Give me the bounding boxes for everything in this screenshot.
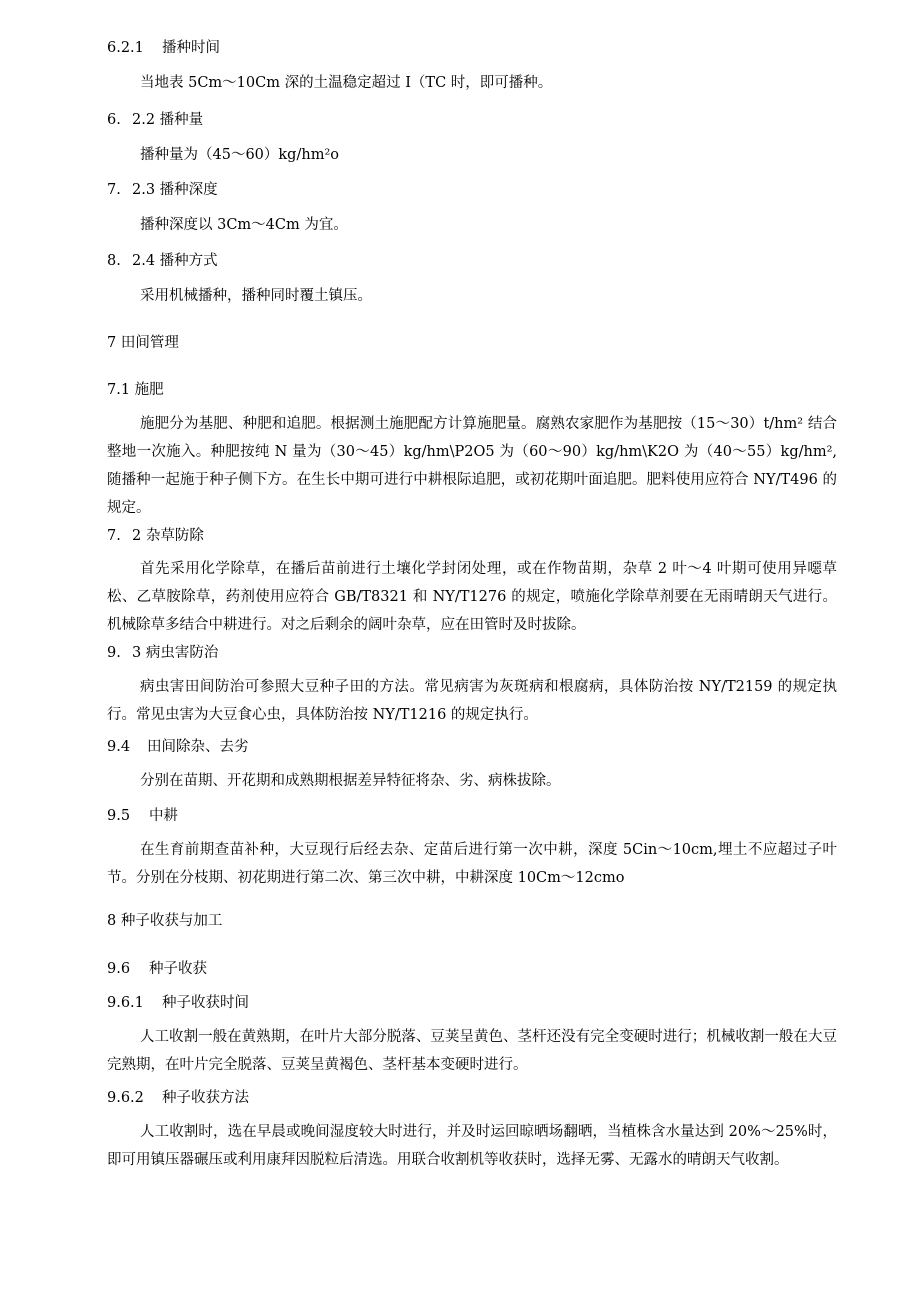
heading-6-2-2 bbox=[107, 110, 203, 131]
paragraph-9-4: 分别在苗期、开花期和成熟期根据差异特征将杂、劣、病株拔除。 bbox=[140, 773, 561, 789]
heading-7-1: 7.1 施肥 bbox=[107, 382, 164, 398]
section-number: 9.6.1 bbox=[107, 995, 144, 1011]
heading-9-6-2 bbox=[107, 1088, 249, 1109]
section-number: 6. bbox=[107, 112, 121, 128]
section-title: 种子收获 bbox=[149, 961, 207, 977]
section-title: 2 杂草防除 bbox=[132, 528, 204, 544]
paragraph-7-1: 施肥分为基肥、种肥和追肥。根据测土施肥配方计算施肥量。腐熟农家肥作为基肥按（15～30）t/hm² 结合整地一次施入。种肥按纯 N 量为（30～45）kg/hm\P2O5 为（60～90）kg/hm\K2O 为（40～55）kg/hm²,随播种一起施于种子侧下方。在生长中期可进行中耕根际追肥，或初花期叶面追肥。肥料使用应符合 NY/T496 的规定。 bbox=[107, 416, 837, 516]
section-title: 种子收获时间 bbox=[162, 995, 249, 1011]
section-title: 2.3 播种深度 bbox=[132, 182, 218, 198]
paragraph-6-2-2: 播种量为（45～60）kg/hm²o bbox=[140, 147, 339, 163]
section-number: 9.6 bbox=[107, 961, 131, 977]
heading-7-3 bbox=[107, 643, 218, 664]
section-title: 田间除杂、去劣 bbox=[147, 739, 249, 755]
section-number: 7. bbox=[107, 182, 121, 198]
section-number: 7. bbox=[107, 528, 121, 544]
section-number: 9.6.2 bbox=[107, 1090, 144, 1106]
paragraph-9-6-2: 人工收割时，选在早晨或晚间湿度较大时进行，并及时运回晾晒场翻晒，当植株含水量达到 20%～25%时，即可用镇压器碾压或利用康拜因脱粒后清选。用联合收割机等收获时，选择无雾、无露水的晴朗天气收割。 bbox=[107, 1124, 837, 1168]
paragraph-9-6-1: 人工收割一般在黄熟期，在叶片大部分脱落、豆荚呈黄色、茎杆还没有完全变硬时进行；机械收割一般在大豆完熟期，在叶片完全脱落、豆荚呈黄褐色、茎杆基本变硬时进行。 bbox=[107, 1029, 837, 1073]
paragraph-6-2-1: 当地表 5Cm～10Cm 深的土温稳定超过 I（TC 时，即可播种。 bbox=[140, 75, 553, 91]
heading-9-6 bbox=[107, 959, 207, 980]
section-title: 种子收获方法 bbox=[162, 1090, 249, 1106]
section-title: 播种时间 bbox=[162, 40, 220, 56]
section-number: 9. bbox=[107, 645, 121, 661]
section-title: 2.4 播种方式 bbox=[132, 253, 218, 269]
section-number: 9.4 bbox=[107, 739, 131, 755]
heading-9-5 bbox=[107, 806, 178, 827]
paragraph-7-3: 病虫害田间防治可参照大豆种子田的方法。常见病害为灰斑病和根腐病，具体防治按 NY/T2159 的规定执行。常见虫害为大豆食心虫，具体防治按 NY/T1216 的规定执行。 bbox=[107, 679, 837, 723]
chapter-heading-7: 7 田间管理 bbox=[107, 335, 179, 351]
paragraph-6-2-3: 播种深度以 3Cm～4Cm 为宜。 bbox=[140, 217, 348, 233]
heading-9-4 bbox=[107, 737, 249, 758]
section-number: 6.2.1 bbox=[107, 40, 144, 56]
paragraph-7-2: 首先采用化学除草，在播后苗前进行土壤化学封闭处理，或在作物苗期，杂草 2 叶～4 叶期可使用异噁草松、乙草胺除草，药剂使用应符合 GB/T8321 和 NY/T1276 的规定，喷施化学除草剂要在无雨晴朗天气进行。机械除草多结合中耕进行。对之后剩余的阔叶杂草，应在田管时及时拔除。 bbox=[107, 561, 837, 633]
section-title: 2.2 播种量 bbox=[132, 112, 204, 128]
heading-9-6-1 bbox=[107, 993, 249, 1014]
chapter-heading-8: 8 种子收获与加工 bbox=[107, 913, 223, 929]
heading-6-2-4 bbox=[107, 251, 218, 272]
heading-6-2-1 bbox=[107, 38, 220, 59]
heading-6-2-3 bbox=[107, 180, 218, 201]
section-title: 中耕 bbox=[149, 808, 178, 824]
section-number: 8. bbox=[107, 253, 121, 269]
paragraph-9-5: 在生育前期查苗补种，大豆现行后经去杂、定苗后进行第一次中耕，深度 5Cin～10cm,埋土不应超过子叶节。分别在分枝期、初花期进行第二次、第三次中耕，中耕深度 10Cm～12cmo bbox=[107, 842, 837, 886]
heading-7-2 bbox=[107, 526, 204, 547]
section-title: 3 病虫害防治 bbox=[132, 645, 219, 661]
section-number: 9.5 bbox=[107, 808, 131, 824]
paragraph-6-2-4: 采用机械播种，播种同时覆土镇压。 bbox=[140, 288, 372, 304]
